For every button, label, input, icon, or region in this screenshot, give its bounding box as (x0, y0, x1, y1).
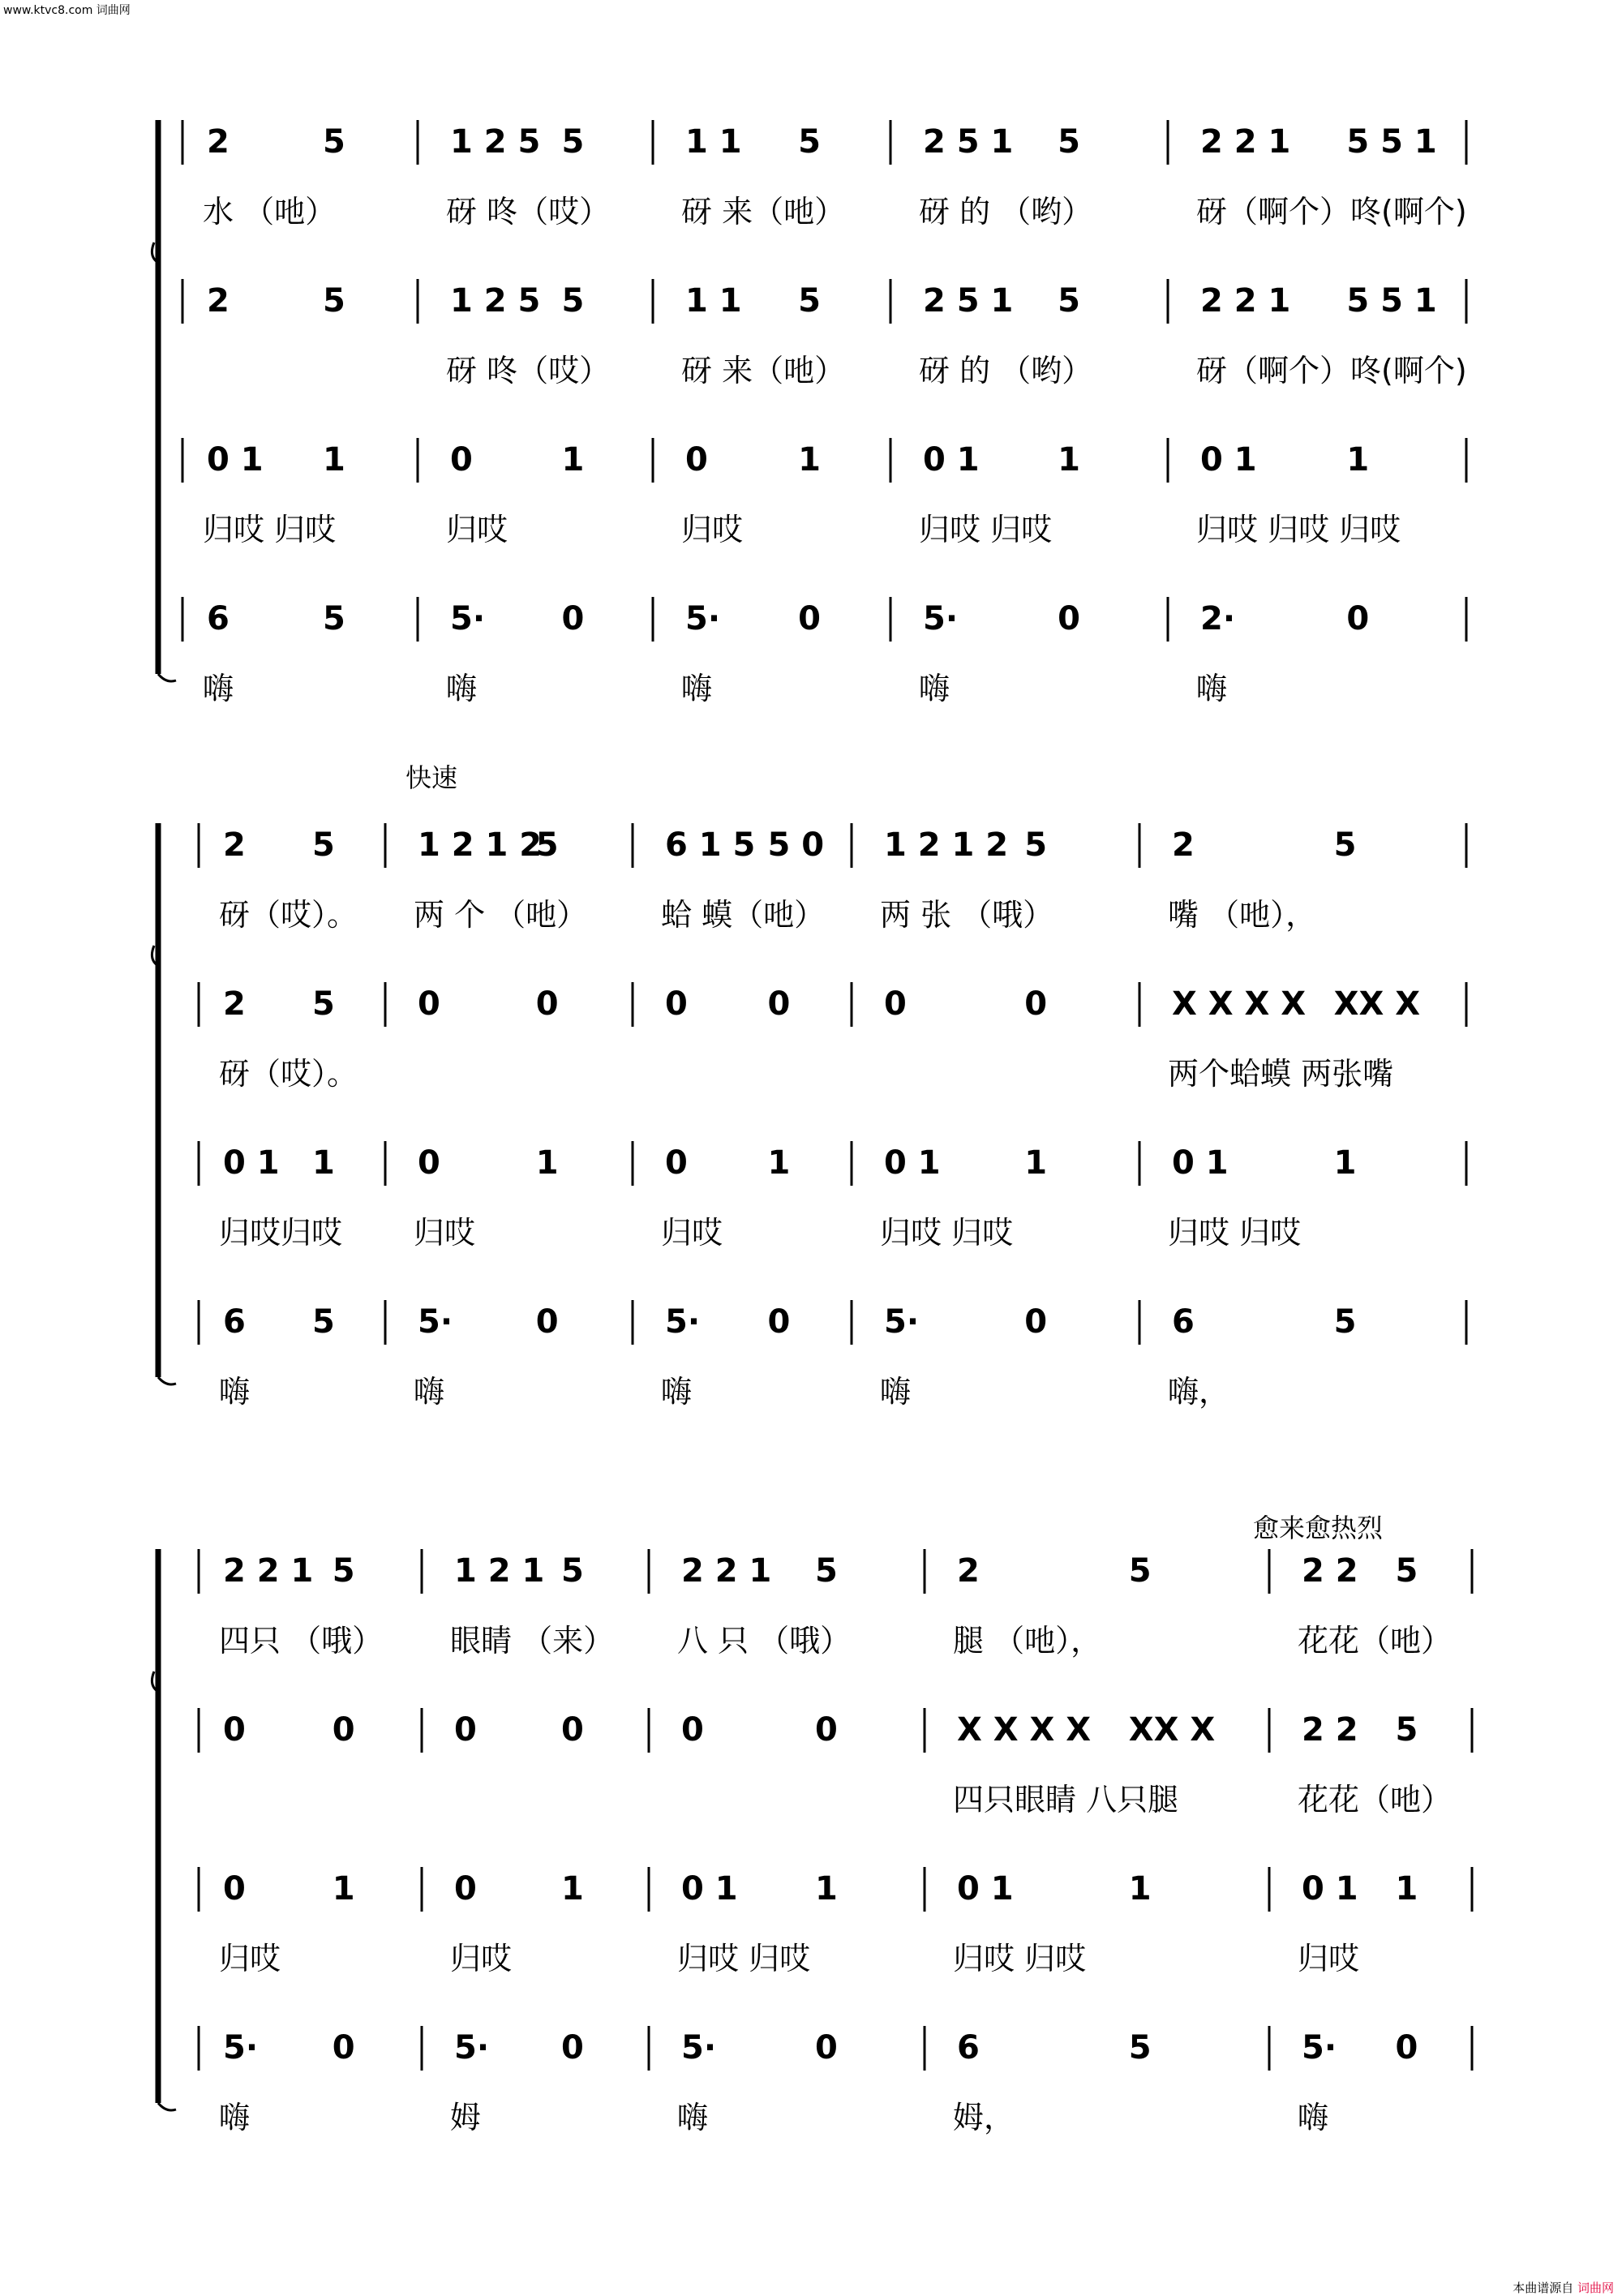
note-group: 0 (561, 2029, 584, 2066)
note-group: 1 2 1 2 (884, 826, 1009, 864)
lyric: 嗨 (1298, 2100, 1329, 2135)
note-group: 5 (798, 123, 821, 161)
note-group: 6 (1172, 1303, 1195, 1341)
note-group: 1 (767, 1144, 791, 1182)
note-group: 5· (450, 600, 486, 637)
lyric: 归哎 归哎 (203, 512, 337, 547)
note-group: 0 (535, 985, 559, 1023)
note-group: 5· (454, 2029, 490, 2066)
note-group: 1 (332, 1870, 355, 1908)
note-group: 1 1 (685, 123, 742, 161)
note-group: 0 (815, 2029, 838, 2066)
note-group: 5· (223, 2029, 259, 2066)
lyric: 嗨 (219, 1374, 251, 1410)
lyric: 归哎 (219, 1941, 281, 1976)
note-group: 5 (535, 826, 559, 864)
note-group: 0 (685, 441, 708, 479)
note-group: 2 2 1 (223, 1552, 314, 1590)
lyric: 归哎 (1298, 1941, 1360, 1976)
lyric: 两 张 （哦） (880, 897, 1054, 933)
note-group: 1 (1024, 1144, 1048, 1182)
note-group: 5 (561, 282, 585, 320)
lyric: 归哎 归哎 (919, 512, 1053, 547)
note-group: 0 (454, 1711, 477, 1749)
lyric: 花花（吔） (1298, 1623, 1453, 1659)
lyric: 归哎 归哎 (880, 1215, 1014, 1251)
note-group: 0 (1024, 985, 1048, 1023)
note-group: 1 (798, 441, 821, 479)
note-group: 6 (957, 2029, 980, 2066)
lyric: 砑（哎）。 (219, 897, 358, 933)
lyric: 归哎 (414, 1215, 476, 1251)
note-group: 2 (223, 826, 246, 864)
note-group: 5 (1395, 1552, 1418, 1590)
note-group: 2 2 1 (1200, 282, 1291, 320)
note-group: 1 (561, 441, 585, 479)
note-group: 0 1 (923, 441, 980, 479)
note-group: 2 (207, 123, 230, 161)
note-group: 1 2 1 (454, 1552, 545, 1590)
note-group: 2 2 1 (1200, 123, 1291, 161)
lyric: 归哎 (450, 1941, 513, 1976)
note-group: 5 (561, 123, 585, 161)
note-group: 1 (561, 1870, 584, 1908)
lyric: 花花（吔） (1298, 1782, 1453, 1817)
note-group: 5· (418, 1303, 453, 1341)
note-group: 0 1 (223, 1144, 280, 1182)
note-group: 0 (561, 1711, 584, 1749)
note-group: 5 (1128, 2029, 1152, 2066)
lyric: 砑 咚（哎） (446, 353, 611, 388)
note-group: 0 (815, 1711, 838, 1749)
lyric: 水 （吔） (203, 194, 337, 230)
note-group: 0 (332, 1711, 355, 1749)
lyric: 四只 （哦） (219, 1623, 384, 1659)
note-group: 0 (1024, 1303, 1048, 1341)
note-group: XX X (1333, 985, 1421, 1023)
note-group: 1 (1128, 1870, 1152, 1908)
note-group: 5 (1058, 123, 1080, 161)
lyric: 嗨 (219, 2100, 251, 2135)
lyric: 蛤 蟆（吔） (661, 897, 826, 933)
note-group: 1 (312, 1144, 335, 1182)
note-group: 2 2 1 (681, 1552, 772, 1590)
lyric: 砑（啊个）咚(啊个) (1196, 194, 1467, 230)
note-group: 0 (1346, 600, 1370, 637)
note-group: 5 5 1 (1346, 123, 1437, 161)
note-group: 6 (207, 600, 230, 637)
tempo-mark: 快速 (406, 762, 458, 793)
lyric: 姆 (450, 2100, 482, 2135)
note-group: 2· (1200, 600, 1236, 637)
footer-brand: 词曲网 (1577, 2281, 1614, 2295)
lyric: 归哎 归哎 (677, 1941, 811, 1976)
note-group: 1 1 (685, 282, 742, 320)
lyric: 砑 的 （哟） (919, 194, 1093, 230)
note-group: 5 (1395, 1711, 1418, 1749)
note-group: 2 5 1 (923, 123, 1014, 161)
note-group: 2 2 (1302, 1711, 1358, 1749)
lyric: 归哎 (681, 512, 744, 547)
lyric: 嗨 (919, 671, 950, 706)
footer-source: 本曲谱源自 (1513, 2281, 1574, 2295)
note-group: 0 1 (1200, 441, 1257, 479)
note-group: 0 (798, 600, 821, 637)
note-group: 0 (665, 1144, 688, 1182)
note-group: 5 (332, 1552, 355, 1590)
note-group: 1 (1333, 1144, 1357, 1182)
note-group: 0 (884, 985, 907, 1023)
note-group: 0 (1395, 2029, 1418, 2066)
note-group: 5 (798, 282, 821, 320)
note-group: 1 (815, 1870, 838, 1908)
note-group: 0 1 (207, 441, 264, 479)
note-group: 5· (665, 1303, 701, 1341)
note-group: 0 (223, 1711, 246, 1749)
lyric: 砑（哎）。 (219, 1056, 358, 1092)
lyric: 嗨 (446, 671, 478, 706)
note-group: 6 (223, 1303, 246, 1341)
note-group: 2 (957, 1552, 980, 1590)
note-group: 5 (312, 985, 335, 1023)
note-group: 0 (535, 1303, 559, 1341)
lyric: 嗨 (661, 1374, 693, 1410)
note-group: 1 (535, 1144, 559, 1182)
note-group: 0 (1058, 600, 1080, 637)
lyric: 归哎 归哎 (1168, 1215, 1302, 1251)
lyric: 嗨 (880, 1374, 912, 1410)
note-group: 0 (450, 441, 473, 479)
note-group: 1 (1395, 1870, 1418, 1908)
note-group: 2 5 1 (923, 282, 1014, 320)
lyric: 两 个 （吔） (414, 897, 588, 933)
note-group: 0 (681, 1711, 704, 1749)
note-group: 5 (323, 123, 345, 161)
note-group: 2 (1172, 826, 1195, 864)
note-group: 0 (561, 600, 585, 637)
note-group: 5 (1333, 1303, 1357, 1341)
note-group: 0 1 (1302, 1870, 1358, 1908)
note-group: 5· (685, 600, 721, 637)
note-group: 2 (223, 985, 246, 1023)
note-group: 0 (332, 2029, 355, 2066)
note-group: 5 (1024, 826, 1048, 864)
lyric: 砑 咚（哎） (446, 194, 611, 230)
lyric: 归哎 (446, 512, 508, 547)
note-group: 2 (207, 282, 230, 320)
lyric: 砑 来（吔） (681, 353, 846, 388)
lyric: 嘴 （吔）， (1168, 897, 1317, 933)
lyric: 砑 来（吔） (681, 194, 846, 230)
note-group: 0 (454, 1870, 477, 1908)
note-group: 5 (312, 1303, 335, 1341)
note-group: 0 (418, 1144, 440, 1182)
note-group: 5 (323, 282, 345, 320)
note-group: 5 0 (767, 826, 825, 864)
note-group: 5 (1128, 1552, 1152, 1590)
note-group: 1 (1346, 441, 1370, 479)
lyric: 嗨 (203, 671, 234, 706)
lyric: 嗨 (414, 1374, 445, 1410)
lyric: 腿 （吔）， (953, 1623, 1102, 1659)
lyric: 嗨 (681, 671, 713, 706)
note-group: 5· (923, 600, 959, 637)
note-group: XX X (1128, 1711, 1216, 1749)
lyric: 嗨， (1168, 1374, 1230, 1410)
expression-mark: 愈来愈热烈 (1253, 1513, 1384, 1543)
note-group: 0 1 (884, 1144, 941, 1182)
note-group: 6 1 5 (665, 826, 756, 864)
note-group: 5· (1302, 2029, 1337, 2066)
note-group: 1 2 5 (450, 282, 541, 320)
note-group: X X X X (1172, 985, 1307, 1023)
note-group: 0 1 (681, 1870, 738, 1908)
lyric: 归哎 归哎 归哎 (1196, 512, 1401, 547)
note-group: 0 1 (957, 1870, 1014, 1908)
lyric: 归哎归哎 (219, 1215, 343, 1251)
note-group: 5 (323, 600, 345, 637)
note-group: 5 (815, 1552, 838, 1590)
site-footer (1513, 2279, 1614, 2296)
note-group: X X X X (957, 1711, 1092, 1749)
note-group: 1 2 5 (450, 123, 541, 161)
lyric: 归哎 (661, 1215, 723, 1251)
note-group: 5 (1058, 282, 1080, 320)
site-header: www.ktvc8.com 词曲网 (3, 4, 131, 17)
lyric: 归哎 归哎 (953, 1941, 1087, 1976)
note-group: 0 (767, 985, 791, 1023)
note-group: 0 (665, 985, 688, 1023)
note-group: 0 1 (1172, 1144, 1229, 1182)
lyric: 嗨 (1196, 671, 1228, 706)
note-group: 1 (1058, 441, 1080, 479)
lyric: 砑 的 （哟） (919, 353, 1093, 388)
lyric: 姆， (953, 2100, 1015, 2135)
note-group: 5· (884, 1303, 920, 1341)
note-group: 5 (1333, 826, 1357, 864)
note-group: 5 (312, 826, 335, 864)
note-group: 0 (418, 985, 440, 1023)
note-group: 5 5 1 (1346, 282, 1437, 320)
note-group: 0 (767, 1303, 791, 1341)
note-group: 0 (223, 1870, 246, 1908)
lyric: 砑（啊个）咚(啊个) (1196, 353, 1467, 388)
note-group: 1 2 1 2 (418, 826, 543, 864)
lyric: 八 只 （哦） (677, 1623, 852, 1659)
note-group: 2 2 (1302, 1552, 1358, 1590)
note-group: 5 (561, 1552, 584, 1590)
note-group: 5· (681, 2029, 717, 2066)
note-group: 1 (323, 441, 345, 479)
lyric: 嗨 (677, 2100, 709, 2135)
lyric: 四只眼睛 八只腿 (953, 1782, 1179, 1817)
lyric: 眼睛 （来） (450, 1623, 615, 1659)
lyric: 两个蛤蟆 两张嘴 (1168, 1056, 1394, 1092)
